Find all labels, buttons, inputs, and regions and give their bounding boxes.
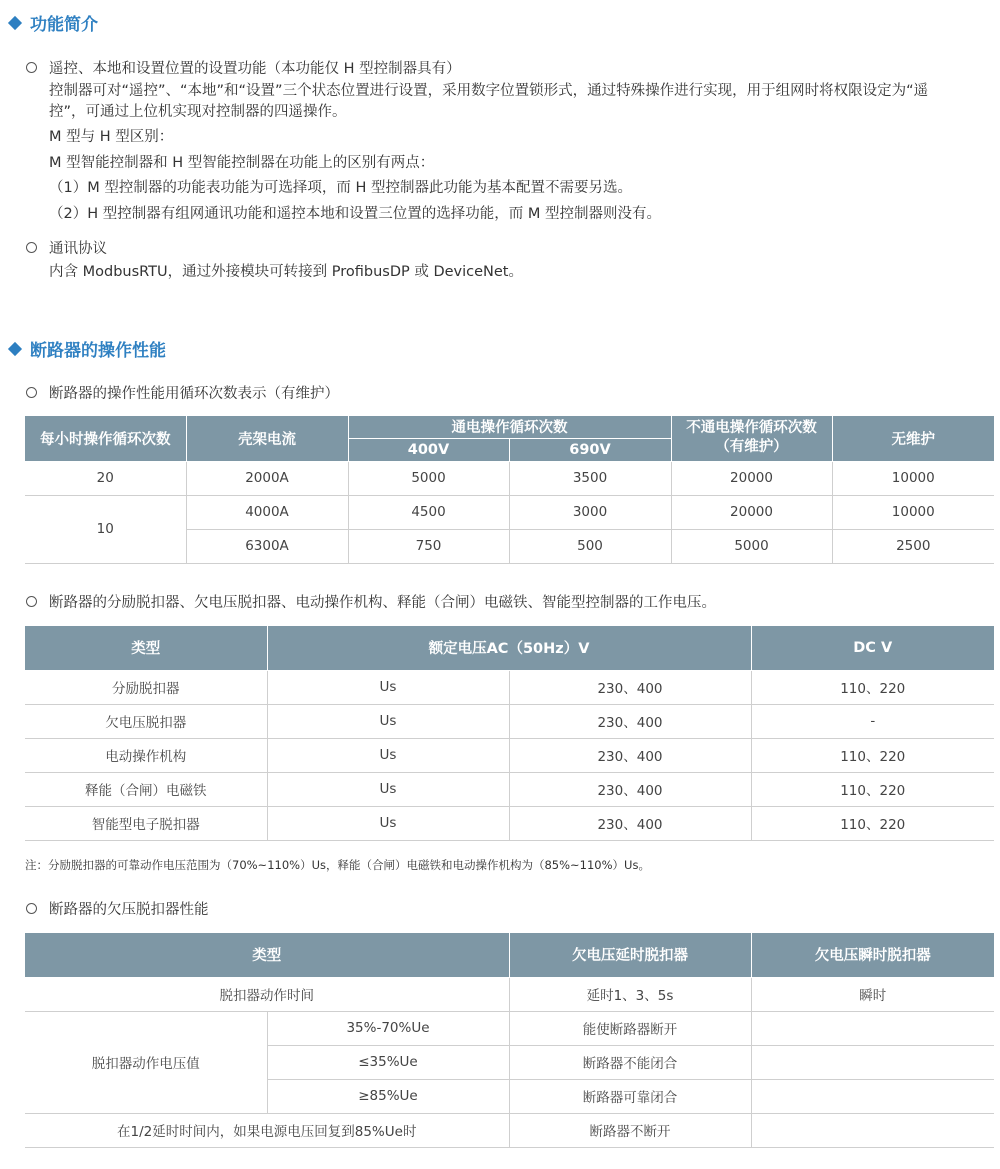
table-cell: 6300A — [186, 529, 348, 563]
header-instant-release: 欠电压瞬时脱扣器 — [751, 933, 994, 977]
bullet-text: 遥控、本地和设置位置的设置功能（本功能仅 H 型控制器具有） — [49, 61, 461, 77]
bullet-remote-setting — [26, 57, 461, 78]
paragraph-line: M 型与 H 型区别： — [49, 129, 174, 145]
table-cell: Us — [267, 738, 509, 772]
table-cell: 20 — [25, 461, 186, 495]
table-cell: 230、400 — [509, 772, 751, 806]
table-cell: 脱扣器动作电压值 — [25, 1011, 267, 1113]
header-type: 类型 — [25, 933, 509, 977]
table-cell — [751, 1011, 994, 1045]
table-cell: 释能（合闸）电磁铁 — [25, 772, 267, 806]
header-delay-release: 欠电压延时脱扣器 — [509, 933, 751, 977]
header-690v: 690V — [509, 438, 671, 461]
table-cell: 在1/2延时时间内，如果电源电压回复到85%Ue时 — [25, 1113, 509, 1147]
section-title-functions — [8, 10, 98, 35]
header-frame-current: 壳架电流 — [186, 416, 348, 461]
table-cell: 4000A — [186, 495, 348, 529]
table-cell: - — [751, 704, 994, 738]
table-cell: 110、220 — [751, 670, 994, 704]
table-cell: 欠电压脱扣器 — [25, 704, 267, 738]
table-cell: 脱扣器动作时间 — [25, 977, 509, 1011]
undervoltage-table — [25, 933, 994, 1148]
table-cell: 10000 — [832, 461, 994, 495]
table-cell: 分励脱扣器 — [25, 670, 267, 704]
header-type: 类型 — [25, 626, 267, 670]
bullet-text: 断路器的分励脱扣器、欠电压脱扣器、电动操作机构、释能（合闸）电磁铁、智能型控制器的工作电压。 — [49, 595, 716, 611]
table-cell: 110、220 — [751, 772, 994, 806]
table-cell: 智能型电子脱扣器 — [25, 806, 267, 840]
table-cell: Us — [267, 772, 509, 806]
table-cell — [751, 1113, 994, 1147]
table-row — [25, 704, 994, 738]
table-cell: 3000 — [509, 495, 671, 529]
bullet-text: 断路器的操作性能用循环次数表示（有维护） — [49, 386, 339, 402]
paragraph-line: M 型智能控制器和 H 型智能控制器在功能上的区别有两点： — [49, 155, 435, 171]
table-row — [25, 670, 994, 704]
header-400v: 400V — [348, 438, 509, 461]
paragraph-line: 控”，可通过上位机实现对控制器的四遥操作。 — [49, 104, 347, 120]
section-title-operation — [8, 336, 166, 361]
table-cell: 10 — [25, 495, 186, 563]
table-cell: Us — [267, 704, 509, 738]
table-cell: 500 — [509, 529, 671, 563]
circle-bullet-icon — [26, 387, 37, 398]
table-cell: 230、400 — [509, 738, 751, 772]
header-dc-voltage: DC V — [751, 626, 994, 670]
table-cell: ≤35%Ue — [267, 1045, 509, 1079]
table-row — [25, 495, 994, 529]
circle-bullet-icon — [26, 62, 37, 73]
table-cell: 电动操作机构 — [25, 738, 267, 772]
table-cell: 5000 — [348, 461, 509, 495]
section-title-text: 断路器的操作性能 — [30, 341, 166, 361]
table-cell: 延时1、3、5s — [509, 977, 751, 1011]
circle-bullet-icon — [26, 242, 37, 253]
table-cell: 断路器不能闭合 — [509, 1045, 751, 1079]
table-row — [25, 1113, 994, 1147]
table-cell: 110、220 — [751, 806, 994, 840]
table-cell: 4500 — [348, 495, 509, 529]
diamond-bullet-icon — [8, 341, 22, 355]
table-cell: 瞬时 — [751, 977, 994, 1011]
table-cell: 20000 — [671, 461, 832, 495]
table-cell: Us — [267, 670, 509, 704]
header-cycles-per-hour: 每小时操作循环次数 — [25, 416, 186, 461]
table-row — [25, 738, 994, 772]
paragraph-line: 控制器可对“遥控”、“本地”和“设置”三个状态位置进行设置，采用数字位置锁形式，通过特殊操作进行实现，用于组网时将权限设定为“遥 — [49, 83, 929, 99]
bullet-operation-cycles — [26, 382, 339, 403]
paragraph-line: （2）H 型控制器有组网通讯功能和遥控本地和设置三位置的选择功能，而 M 型控制器则没有。 — [49, 206, 661, 222]
table-row — [25, 1011, 994, 1045]
table-cell: 5000 — [671, 529, 832, 563]
table-cell: 断路器不断开 — [509, 1113, 751, 1147]
header-ac-voltage: 额定电压AC（50Hz）V — [267, 626, 751, 670]
table-cell: 3500 — [509, 461, 671, 495]
table-cell: 2500 — [832, 529, 994, 563]
operation-cycles-table — [25, 416, 994, 564]
table-row — [25, 977, 994, 1011]
bullet-working-voltage — [26, 591, 716, 612]
paragraph-line: 内含 ModbusRTU，通过外接模块可转接到 ProfibusDP 或 DeviceNet。 — [49, 264, 523, 280]
table-cell: 断路器可靠闭合 — [509, 1079, 751, 1113]
working-voltage-table — [25, 626, 994, 841]
table-cell: 230、400 — [509, 670, 751, 704]
table-cell: 10000 — [832, 495, 994, 529]
table-cell: Us — [267, 806, 509, 840]
table-cell — [751, 1079, 994, 1113]
bullet-text: 通讯协议 — [49, 241, 107, 257]
table-row — [25, 461, 994, 495]
header-unpowered-cycles — [671, 416, 832, 461]
table-cell: 750 — [348, 529, 509, 563]
table-cell: 2000A — [186, 461, 348, 495]
table-cell: ≥85%Ue — [267, 1079, 509, 1113]
circle-bullet-icon — [26, 903, 37, 914]
diamond-bullet-icon — [8, 15, 22, 29]
bullet-protocol — [26, 237, 107, 258]
table-cell: 230、400 — [509, 806, 751, 840]
table-row — [25, 772, 994, 806]
header-line: （有维护） — [715, 439, 788, 456]
footnote: 注：分励脱扣器的可靠动作电压范围为（70%~110%）Us，释能（合闸）电磁铁和电动操作机构为（85%~110%）Us。 — [25, 858, 650, 872]
table-row — [25, 806, 994, 840]
table-cell: 230、400 — [509, 704, 751, 738]
bullet-text: 断路器的欠压脱扣器性能 — [49, 902, 209, 918]
header-no-maintenance: 无维护 — [832, 416, 994, 461]
header-line: 不通电操作循环次数 — [686, 420, 817, 437]
table-cell: 20000 — [671, 495, 832, 529]
paragraph-line: （1）M 型控制器的功能表功能为可选择项，而 H 型控制器此功能为基本配置不需要另选。 — [49, 180, 632, 196]
table-cell: 110、220 — [751, 738, 994, 772]
table-cell: 35%-70%Ue — [267, 1011, 509, 1045]
circle-bullet-icon — [26, 596, 37, 607]
bullet-undervoltage — [26, 898, 209, 919]
table-cell — [751, 1045, 994, 1079]
section-title-text: 功能简介 — [30, 15, 98, 35]
table-cell: 能使断路器断开 — [509, 1011, 751, 1045]
header-powered-cycles: 通电操作循环次数 — [348, 416, 671, 438]
